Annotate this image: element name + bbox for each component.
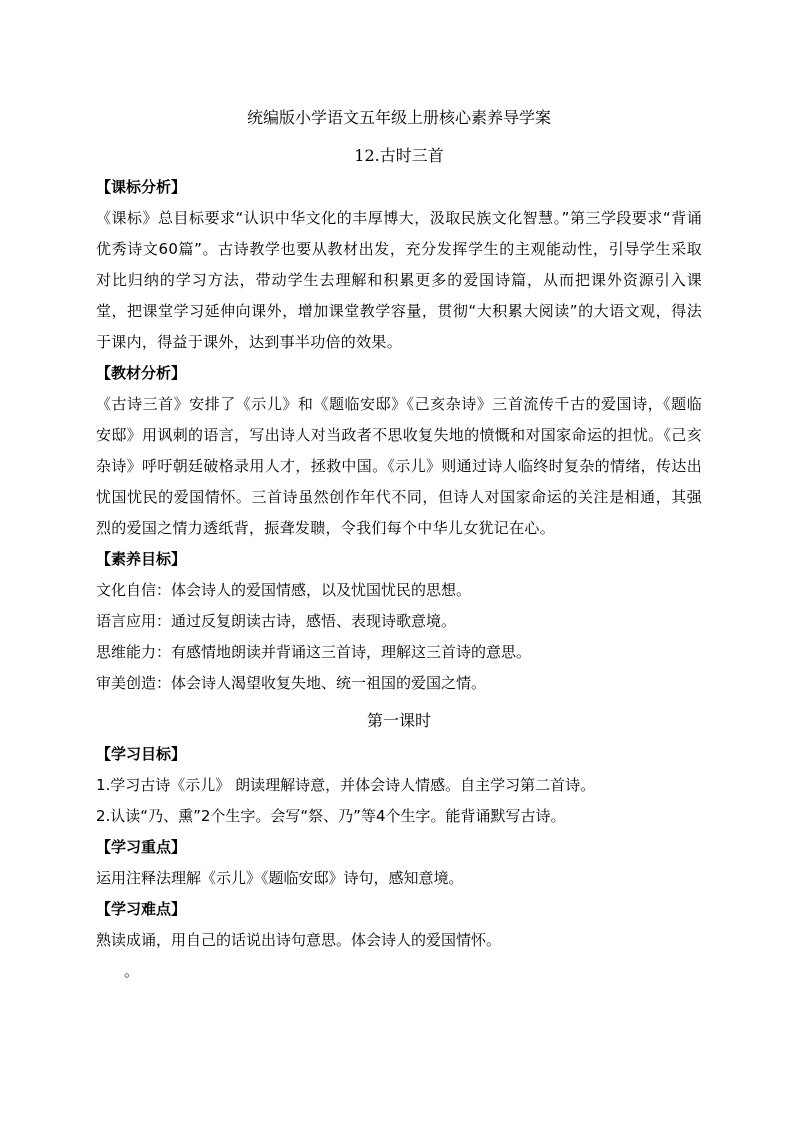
focus-heading: 【学习重点】 bbox=[96, 838, 187, 856]
document-body bbox=[96, 100, 702, 987]
lesson-title: 第一课时 bbox=[366, 711, 431, 730]
goals-heading: 【学习目标】 bbox=[96, 745, 187, 763]
goal-item-1: 1.学习古诗《示儿》 朗读理解诗意，并体会诗人情感。自主学习第二首诗。 bbox=[96, 776, 596, 794]
curriculum-text: 《课标》总目标要求“认识中华文化的丰厚博大，汲取民族文化智慧。”第三学段要求“背诵优秀诗文60篇”。古诗教学也要从教材出发，充分发挥学生的主观能动性，引导学生采取对比归纳的学习方法，带动学生去理解和积累更多的爱国诗篇，从而把课外资源引入课堂，把课堂学习延伸向课外，增加课堂教学容量，贯彻“大积累大阅读”的大语文观，得法于课内，得益于课外，达到事半功倍的效果。 bbox=[96, 209, 702, 351]
literacy-item-thinking: 思维能力：有感情地朗读并背诵这三首诗，理解这三首诗的意思。 bbox=[96, 643, 532, 661]
literacy-item-language: 语言应用：通过反复朗读古诗，感悟、表现诗歌意境。 bbox=[96, 612, 457, 630]
difficulty-heading: 【学习难点】 bbox=[96, 900, 187, 918]
trailing-punctuation: 。 bbox=[124, 962, 140, 980]
textbook-heading: 【教材分析】 bbox=[96, 364, 187, 382]
document-title: 统编版小学语文五年级上册核心素养导学案 bbox=[246, 108, 551, 127]
document-subtitle: 12.古时三首 bbox=[354, 146, 444, 165]
literacy-item-culture: 文化自信：体会诗人的爱国情感，以及忧国忧民的思想。 bbox=[96, 581, 472, 599]
textbook-text: 《古诗三首》安排了《示儿》和《题临安邸》《己亥杂诗》三首流传千古的爱国诗，《题临安邸》用讽刺的语言，写出诗人对当政者不思收复失地的愤慨和对国家命运的担忧。《己亥杂诗》呼吁朝廷破格录用人才，拯救中国。《示儿》则通过诗人临终时复杂的情绪，传达出忧国忧民的爱国情怀。三首诗虽然创作年代不同，但诗人对国家命运的关注是相通，其强烈的爱国之情力透纸背，振聋发聩，令我们每个中华儿女犹记在心。 bbox=[96, 395, 702, 537]
literacy-heading: 【素养目标】 bbox=[96, 550, 187, 568]
focus-text: 运用注释法理解《示儿》《题临安邸》诗句，感知意境。 bbox=[96, 869, 464, 887]
literacy-item-aesthetic: 审美创造：体会诗人渴望收复失地、统一祖国的爱国之情。 bbox=[96, 674, 487, 692]
difficulty-text: 熟读成诵，用自己的话说出诗句意思。体会诗人的爱国情怀。 bbox=[96, 931, 502, 949]
goal-item-2: 2.认读“乃、熏”2个生字。会写“祭、乃”等4个生字。能背诵默写古诗。 bbox=[96, 807, 566, 825]
curriculum-heading: 【课标分析】 bbox=[96, 178, 187, 196]
